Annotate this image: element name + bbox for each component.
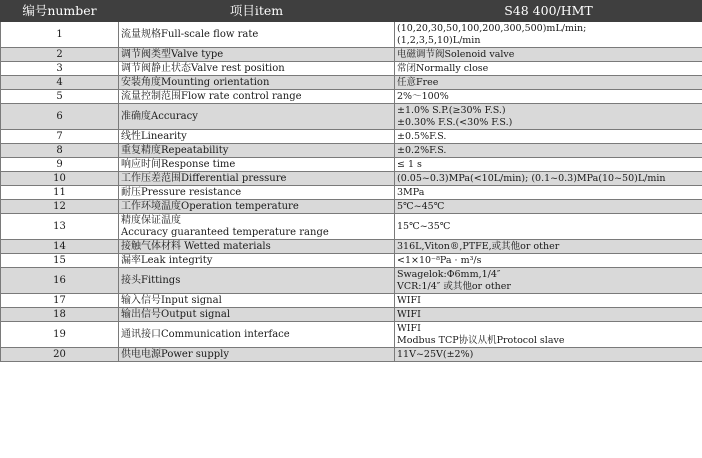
item-text: 精度保证温度 [121, 214, 181, 226]
spec-text: 316L,Viton®,PTFE,或其他or other [397, 240, 560, 252]
item-text: 供电电源Power supply [121, 348, 230, 360]
row-number: 20 [1, 348, 119, 362]
row-spec [395, 240, 702, 254]
table-row [1, 144, 702, 158]
spec-text: 任意Free [397, 76, 439, 88]
row-item [119, 104, 395, 130]
table-row [1, 348, 702, 362]
item-text: 接头Fittings [121, 274, 181, 286]
spec-text: <1×10⁻⁸Pa · m³/s [397, 254, 482, 266]
item-text: 安装角度Mounting orientation [121, 76, 270, 88]
item-text: 调节阀静止状态Valve rest position [121, 62, 285, 74]
item-text: 响应时间Response time [121, 158, 236, 170]
table-row [1, 172, 702, 186]
item-text: 输入信号Input signal [121, 294, 222, 306]
row-spec [395, 90, 702, 104]
row-number: 3 [1, 62, 119, 76]
row-item [119, 76, 395, 90]
row-number: 14 [1, 240, 119, 254]
table-row [1, 240, 702, 254]
row-item [119, 48, 395, 62]
spec-text: WIFI [397, 294, 421, 306]
header-item: 项目item [119, 1, 395, 22]
row-item [119, 186, 395, 200]
table-row [1, 158, 702, 172]
table-row [1, 22, 702, 48]
header-model: S48 400/HMT [395, 1, 702, 22]
row-spec [395, 348, 702, 362]
spec-text: Swagelok:Φ6mm,1/4″ [397, 268, 501, 280]
row-item [119, 214, 395, 240]
row-spec [395, 186, 702, 200]
row-spec [395, 214, 702, 240]
spec-text: ±1.0% S.P.(≥30% F.S.) [397, 104, 506, 116]
table-row [1, 268, 702, 294]
row-number: 9 [1, 158, 119, 172]
row-item [119, 62, 395, 76]
row-item [119, 144, 395, 158]
table-row [1, 62, 702, 76]
row-spec [395, 254, 702, 268]
row-item [119, 22, 395, 48]
item-text: 漏率Leak integrity [121, 254, 213, 266]
row-item [119, 308, 395, 322]
table-row [1, 186, 702, 200]
header-row [1, 1, 702, 22]
table-row [1, 104, 702, 130]
table-row [1, 294, 702, 308]
table-row [1, 322, 702, 348]
table-row [1, 308, 702, 322]
row-number: 11 [1, 186, 119, 200]
spec-text: ±0.5%F.S. [397, 130, 447, 142]
row-number: 4 [1, 76, 119, 90]
table-row [1, 76, 702, 90]
item-text: 接触气体材料 Wetted materials [121, 240, 271, 252]
row-number: 12 [1, 200, 119, 214]
spec-text: (1,2,3,5,10)L/min [397, 34, 481, 46]
item-text: 工作环境温度Operation temperature [121, 200, 299, 212]
row-item [119, 254, 395, 268]
spec-text: 15℃~35℃ [397, 220, 451, 232]
row-number: 15 [1, 254, 119, 268]
item-text: Accuracy guaranteed temperature range [121, 226, 329, 238]
row-spec [395, 144, 702, 158]
spec-text: WIFI [397, 322, 421, 334]
spec-rows [1, 22, 702, 362]
row-item [119, 158, 395, 172]
row-item [119, 294, 395, 308]
row-item [119, 322, 395, 348]
row-number: 1 [1, 22, 119, 48]
table-row [1, 90, 702, 104]
item-text: 准确度Accuracy [121, 110, 198, 122]
item-text: 耐压Pressure resistance [121, 186, 242, 198]
table-row [1, 48, 702, 62]
row-item [119, 200, 395, 214]
spec-text: Modbus TCP协议从机Protocol slave [397, 334, 565, 346]
item-text: 流量控制范围Flow rate control range [121, 90, 302, 102]
row-spec [395, 200, 702, 214]
row-item [119, 90, 395, 104]
table-row [1, 130, 702, 144]
row-spec [395, 48, 702, 62]
spec-text: 电磁调节阀Solenoid valve [397, 48, 515, 60]
table-row [1, 254, 702, 268]
row-number: 8 [1, 144, 119, 158]
row-spec [395, 268, 702, 294]
row-number: 5 [1, 90, 119, 104]
row-item [119, 172, 395, 186]
item-text: 重复精度Repeatability [121, 144, 229, 156]
row-spec [395, 130, 702, 144]
spec-text: VCR:1/4″ 或其他or other [397, 280, 511, 292]
spec-text: ≤ 1 s [397, 158, 422, 170]
item-text: 通讯接口Communication interface [121, 328, 290, 340]
row-number: 18 [1, 308, 119, 322]
header-number: 编号number [1, 1, 119, 22]
spec-text: (0.05~0.3)MPa(<10L/min); (0.1~0.3)MPa(10~50)L/min [397, 172, 666, 184]
row-number: 6 [1, 104, 119, 130]
row-item [119, 268, 395, 294]
row-number: 13 [1, 214, 119, 240]
spec-text: 5℃~45℃ [397, 200, 445, 212]
spec-text: 3MPa [397, 186, 425, 198]
row-item [119, 130, 395, 144]
row-number: 7 [1, 130, 119, 144]
row-spec [395, 322, 702, 348]
spec-text: WIFI [397, 308, 421, 320]
row-number: 16 [1, 268, 119, 294]
row-number: 19 [1, 322, 119, 348]
row-number: 2 [1, 48, 119, 62]
spec-text: 2%～100% [397, 90, 449, 102]
row-spec [395, 62, 702, 76]
row-spec [395, 104, 702, 130]
spec-text: ±0.30% F.S.(<30% F.S.) [397, 116, 513, 128]
table-row [1, 214, 702, 240]
row-spec [395, 308, 702, 322]
table-row [1, 200, 702, 214]
spec-text: 11V~25V(±2%) [397, 348, 474, 360]
item-text: 调节阀类型Valve type [121, 48, 224, 60]
item-text: 输出信号Output signal [121, 308, 231, 320]
row-spec [395, 172, 702, 186]
item-text: 流量规格Full-scale flow rate [121, 28, 259, 40]
row-number: 17 [1, 294, 119, 308]
spec-text: (10,20,30,50,100,200,300,500)mL/min; [397, 22, 587, 34]
row-spec [395, 22, 702, 48]
row-item [119, 240, 395, 254]
row-item [119, 348, 395, 362]
row-number: 10 [1, 172, 119, 186]
spec-text: 常闭Normally close [397, 62, 489, 74]
item-text: 工作压差范围Differential pressure [121, 172, 287, 184]
spec-text: ±0.2%F.S. [397, 144, 447, 156]
row-spec [395, 294, 702, 308]
row-spec [395, 158, 702, 172]
row-spec [395, 76, 702, 90]
item-text: 线性Linearity [121, 130, 187, 142]
